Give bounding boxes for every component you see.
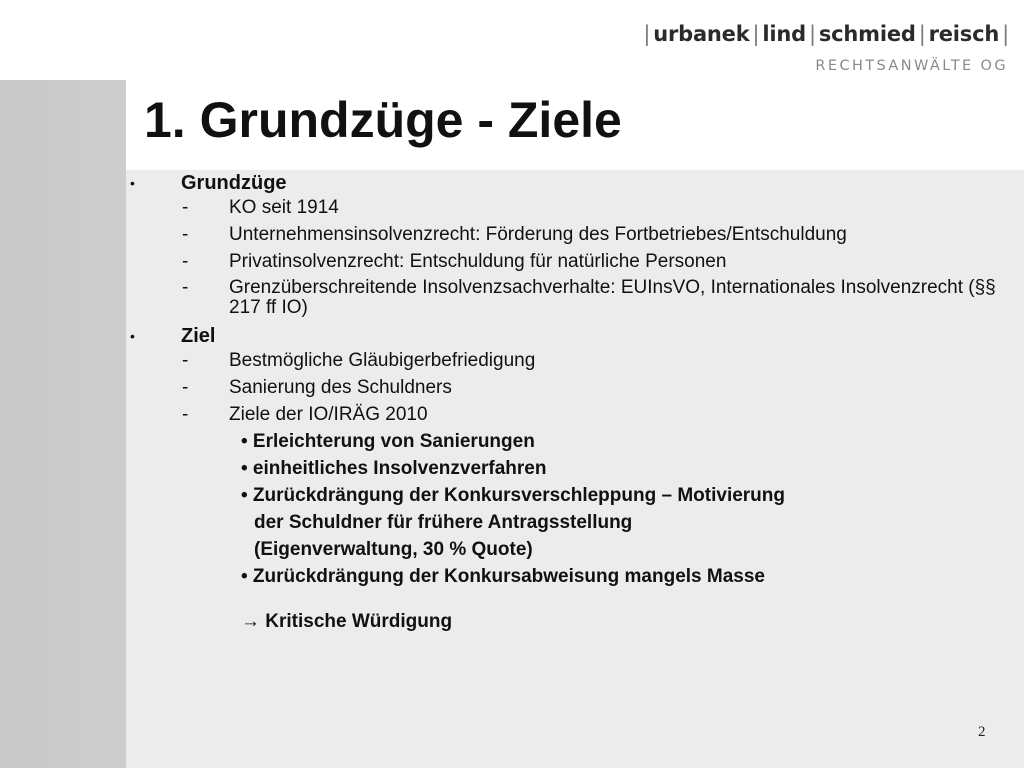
list-item: - Privatinsolvenzrecht: Entschuldung für natürliche Personen — [182, 251, 727, 272]
logo-name-reisch: reisch — [928, 22, 1000, 46]
list-item: - Sanierung des Schuldners — [182, 377, 452, 398]
logo-subtitle: RECHTSANWÄLTE OG — [815, 58, 1008, 74]
sub-list-item: • Zurückdrängung der Konkursverschleppung – Motivierung — [241, 485, 785, 506]
dash-icon: - — [182, 277, 189, 298]
section-heading-grundzuege: • Grundzüge — [130, 170, 1010, 197]
dash-icon: - — [182, 404, 189, 425]
bullet-icon: • — [130, 175, 135, 191]
logo-name-schmied: schmied — [818, 22, 916, 46]
sub-list-item: • Zurückdrängung der Konkursabweisung mangels Masse — [241, 566, 765, 587]
firm-logo — [622, 22, 1012, 74]
sub-list-item: • Erleichterung von Sanierungen — [241, 431, 535, 452]
dash-icon: - — [182, 251, 189, 272]
sub-list-item-continuation: der Schuldner für frühere Antragsstellung — [254, 512, 633, 533]
conclusion-line: → Kritische Würdigung — [241, 611, 453, 632]
dash-icon: - — [182, 197, 189, 218]
list-item: - Unternehmensinsolvenzrecht: Förderung des Fortbetriebes/Entschuldung — [182, 224, 847, 245]
slide-title: 1. Grundzüge - Ziele — [144, 92, 622, 148]
list-item: - Bestmögliche Gläubigerbefriedigung — [182, 350, 536, 371]
left-side-bar — [0, 80, 126, 768]
slide-body — [130, 170, 1010, 638]
section-heading-ziel: • Ziel — [130, 323, 1010, 350]
list-item: - KO seit 1914 — [182, 197, 339, 218]
dash-icon: - — [182, 224, 189, 245]
logo-name-lind: lind — [762, 22, 806, 46]
list-item: - Ziele der IO/IRÄG 2010 — [182, 404, 428, 425]
sub-list-item-continuation: (Eigenverwaltung, 30 % Quote) — [254, 539, 533, 560]
dash-icon: - — [182, 350, 189, 371]
bullet-icon: • — [130, 328, 135, 344]
dash-icon: - — [182, 377, 189, 398]
logo-name-urbanek: urbanek — [653, 22, 750, 46]
logo-firm-names: | urbanek | lind | schmied | reisch | — [643, 22, 1009, 46]
list-item: - Grenzüberschreitende Insolvenzsachverhalte: EUInsVO, Internationales Insolvenzrecht (§§ 217 ff IO) — [182, 277, 996, 318]
sub-list-item: • einheitliches Insolvenzverfahren — [241, 458, 547, 479]
page-number: 2 — [978, 724, 986, 740]
